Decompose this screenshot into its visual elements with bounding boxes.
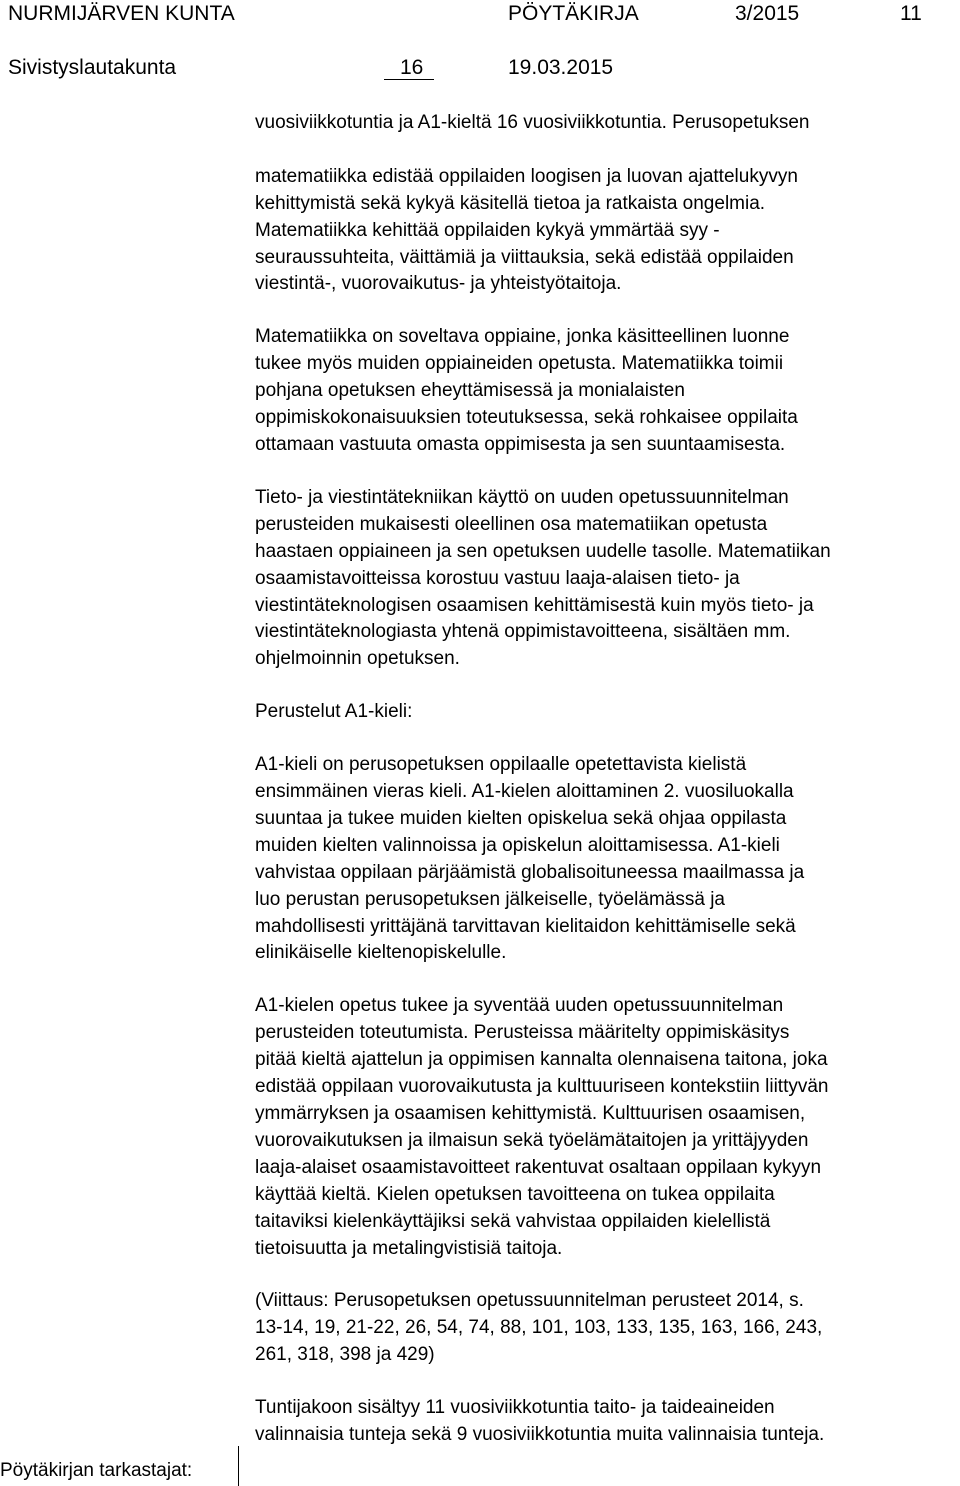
committee-name: Sivistyslautakunta: [8, 56, 177, 79]
page-number: 11: [900, 2, 922, 25]
paragraph-a1-language: [255, 752, 955, 967]
text-line: Perustelut A1-kieli:: [255, 701, 413, 723]
text-line: kehittymistä sekä kykyä käsitellä tietoa ja ratkaista ongelmia.: [255, 192, 766, 214]
text-line: edistää oppilaan vuorovaikutusta ja kulttuuriseen kontekstiin liittyvän: [255, 1076, 829, 1098]
text-line: A1-kielen opetus tukee ja syventää uuden opetussuunnitelman: [255, 995, 784, 1017]
text-line: osaamistavoitteissa korostuu vastuu laaja-alaisen tieto- ja: [255, 567, 740, 589]
paragraph-reference: [255, 1288, 955, 1369]
text-line: tukee myös muiden oppiaineiden opetusta. Matematiikka toimii: [255, 353, 784, 375]
text-line: ohjelmoinnin opetuksen.: [255, 648, 460, 670]
text-line: viestintäteknologiasta yhtenä oppimistavoitteena, sisältäen mm.: [255, 621, 791, 643]
text-line: Matematiikka on soveltava oppiaine, jonka käsitteellinen luonne: [255, 326, 790, 348]
text-line: elinikäiselle kieltenopiskelulle.: [255, 942, 507, 964]
text-line: ensimmäinen vieras kieli. A1-kielen aloittaminen 2. vuosiluokalla: [255, 781, 794, 803]
text-line: vuorovaikutuksen ja ilmaisun sekä työelämätaitojen ja yrittäjyyden: [255, 1129, 809, 1151]
text-line: Tieto- ja viestintätekniikan käyttö on uuden opetussuunnitelman: [255, 486, 789, 508]
paragraph-lesson-allocation: [255, 1395, 955, 1449]
text-line: Matematiikka kehittää oppilaiden kykyä ymmärtää syy -: [255, 219, 720, 241]
paragraph-ict: [255, 485, 955, 673]
text-line: Tuntijakoon sisältyy 11 vuosiviikkotuntia taito- ja taideaineiden: [255, 1397, 775, 1419]
text-line: luo perustan perusopetuksen jälkeiselle, työelämässä ja: [255, 888, 725, 910]
text-line: vahvistaa oppilaan pärjäämistä globalisoituneessa maailmassa ja: [255, 861, 805, 883]
section-underline: [384, 79, 434, 80]
paragraph-mathematics-role: [255, 324, 955, 459]
text-line: (Viittaus: Perusopetuksen opetussuunnitelman perusteet 2014, s.: [255, 1290, 804, 1312]
text-line: perusteiden toteutumista. Perusteissa määritelty oppimiskäsitys: [255, 1022, 790, 1044]
paragraph-a1-teaching: [255, 993, 955, 1262]
text-line-blank: [255, 137, 955, 164]
text-line: ottamaan vastuuta omasta oppimisesta ja sen suuntaamisesta.: [255, 433, 786, 455]
text-line: 13-14, 19, 21-22, 26, 54, 74, 88, 101, 103, 133, 135, 163, 166, 243,: [255, 1317, 823, 1339]
text-line: seuraussuhteita, väittämiä ja viittauksia, sekä edistää oppilaiden: [255, 246, 794, 268]
text-line: pohjana opetuksen eheyttämisessä ja monialaisten: [255, 380, 685, 402]
text-line: pitää kieltä ajattelun ja oppimisen kannalta olennaisena taitona, joka: [255, 1049, 828, 1071]
text-line: ymmärryksen ja osaamisen kehittymistä. Kulttuurisen osaamisen,: [255, 1103, 806, 1124]
text-line: oppimiskokonaisuuksien toteutuksessa, sekä rohkaisee oppilaita: [255, 407, 798, 429]
text-line: käyttää kieltä. Kielen opetuksen tavoitteena on tukea oppilaita: [255, 1183, 775, 1205]
text-line: valinnaisia tunteja sekä 9 vuosiviikkotuntia muita valinnaisia tunteja.: [255, 1424, 825, 1446]
section-number: 16: [400, 56, 424, 79]
text-line: vuosiviikkotuntia ja A1-kieltä 16 vuosiviikkotuntia. Perusopetuksen: [255, 112, 810, 133]
text-line: taitaviksi kielenkäyttäjiksi sekä vahvistaa oppilaiden kielellistä: [255, 1210, 771, 1232]
document-number: 3/2015: [735, 2, 800, 25]
text-line: laaja-alaiset osaamistavoitteet rakentuvat osaltaan oppilaan kykyyn: [255, 1156, 822, 1178]
text-line: perusteiden mukaisesti oleellinen osa matematiikan opetusta: [255, 513, 768, 535]
footer-divider: [238, 1446, 239, 1486]
organization-name: NURMIJÄRVEN KUNTA: [8, 2, 235, 25]
text-line: mahdollisesti yrittäjänä tarvittavan kielitaidon kehittämiselle sekä: [255, 915, 796, 937]
document-type: PÖYTÄKIRJA: [508, 2, 639, 25]
meeting-date: 19.03.2015: [508, 56, 614, 79]
footer-inspectors-label: Pöytäkirjan tarkastajat:: [0, 1460, 193, 1481]
text-line: viestintä-, vuorovaikutus- ja yhteistyötaitoja.: [255, 273, 622, 295]
text-line: A1-kieli on perusopetuksen oppilaalle opetettavista kielistä: [255, 754, 747, 776]
text-line: suuntaa ja tukee muiden kielten opiskelua sekä ohjaa oppilasta: [255, 807, 787, 829]
text-line: muiden kielten valinnoissa ja opiskelun aloittamisessa. A1-kieli: [255, 834, 780, 856]
section-heading-a1: [255, 699, 955, 726]
text-line: viestintäteknologisen osaamisen kehittämisestä kuin myös tieto- ja: [255, 594, 814, 616]
text-line: 261, 318, 398 ja 429): [255, 1344, 435, 1366]
paragraph-mathematics-goals: [255, 110, 955, 298]
document-body: [255, 110, 955, 1449]
text-line: haastaen oppiaineen ja sen opetuksen uudelle tasolle. Matematiikan: [255, 540, 831, 562]
text-line: tietoisuutta ja metalingvistisiä taitoja.: [255, 1237, 563, 1259]
text-line: matematiikka edistää oppilaiden loogisen ja luovan ajattelukyvyn: [255, 165, 798, 187]
